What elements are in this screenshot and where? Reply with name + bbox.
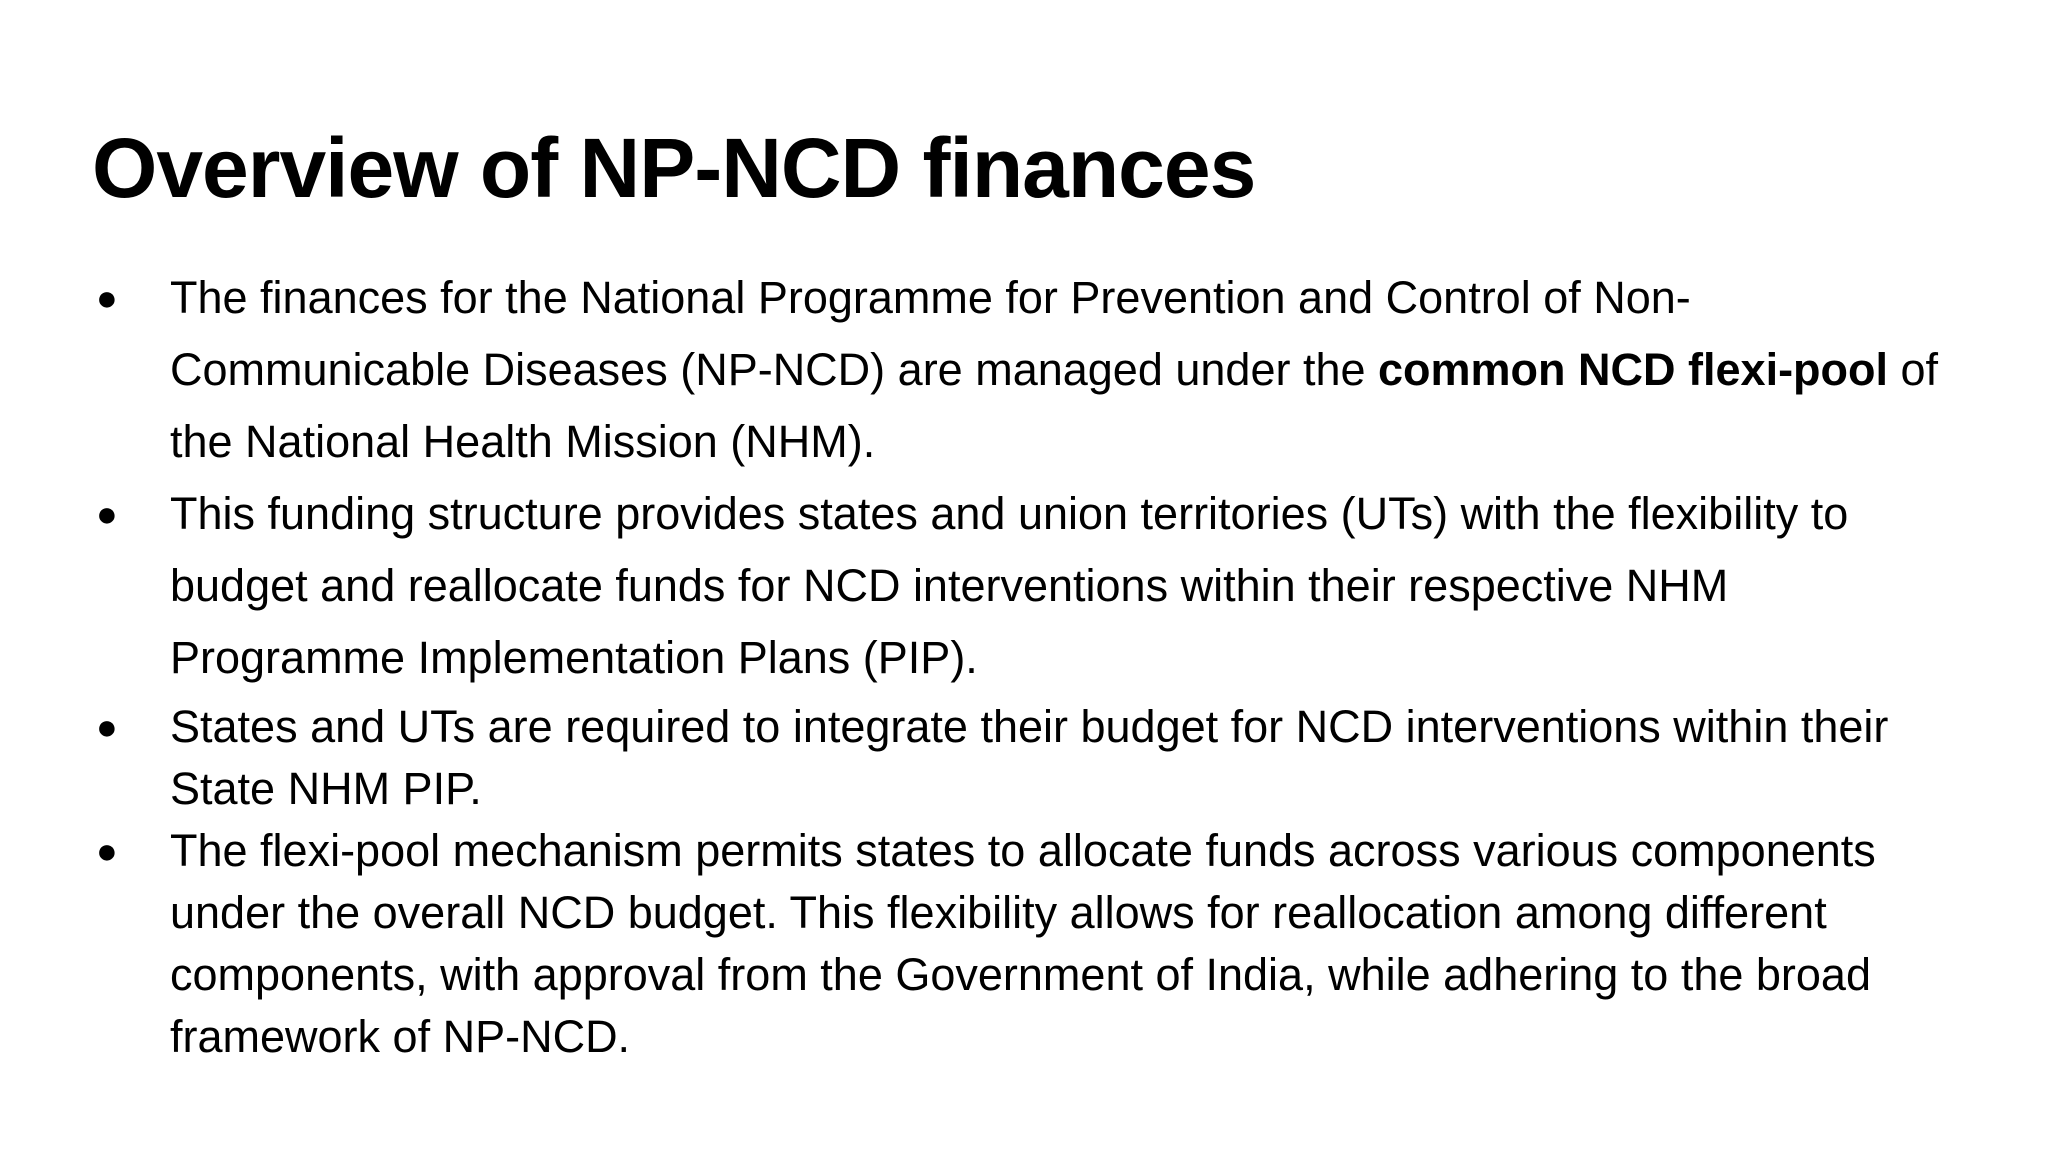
bullet-dot-icon: ● <box>96 706 118 747</box>
bullet-dot-icon: ● <box>96 830 118 871</box>
bullet-text-part: of the National Health Mission (NHM). <box>170 344 1939 467</box>
bullet-dot-icon: ● <box>96 493 118 534</box>
bullet-text-part: The finances for the National Programme for Prevention and Control of Non-Communicable Diseases (NP-NCD) are managed under the <box>170 272 1691 395</box>
bullet-text: This funding structure provides states and union territories (UTs) with the flexibility to budget and reallocate funds for NCD interventions within their respective NHM Programme Implementation Plans (PIP). <box>170 488 1849 683</box>
bullet-item-budget-integration <box>92 696 1972 820</box>
bullet-text: States and UTs are required to integrate their budget for NCD interventions within their State NHM PIP. <box>170 701 1889 814</box>
bullet-bold-text: common NCD flexi-pool <box>1378 344 1889 395</box>
bullet-text: The flexi-pool mechanism permits states to allocate funds across various components under the overall NCD budget. This flexibility allows for reallocation among different components, with approval from the Government of India, while adhering to the broad framework of NP-NCD. <box>170 825 1876 1062</box>
bullet-item-funding-structure <box>92 478 1972 694</box>
bullet-item-flexi-pool-mechanism <box>92 820 1972 1068</box>
bullet-list <box>92 262 1972 1068</box>
bullet-item-finances-management <box>92 262 1972 478</box>
bullet-dot-icon: ● <box>96 277 118 318</box>
slide-title: Overview of NP-NCD finances <box>92 121 1256 215</box>
